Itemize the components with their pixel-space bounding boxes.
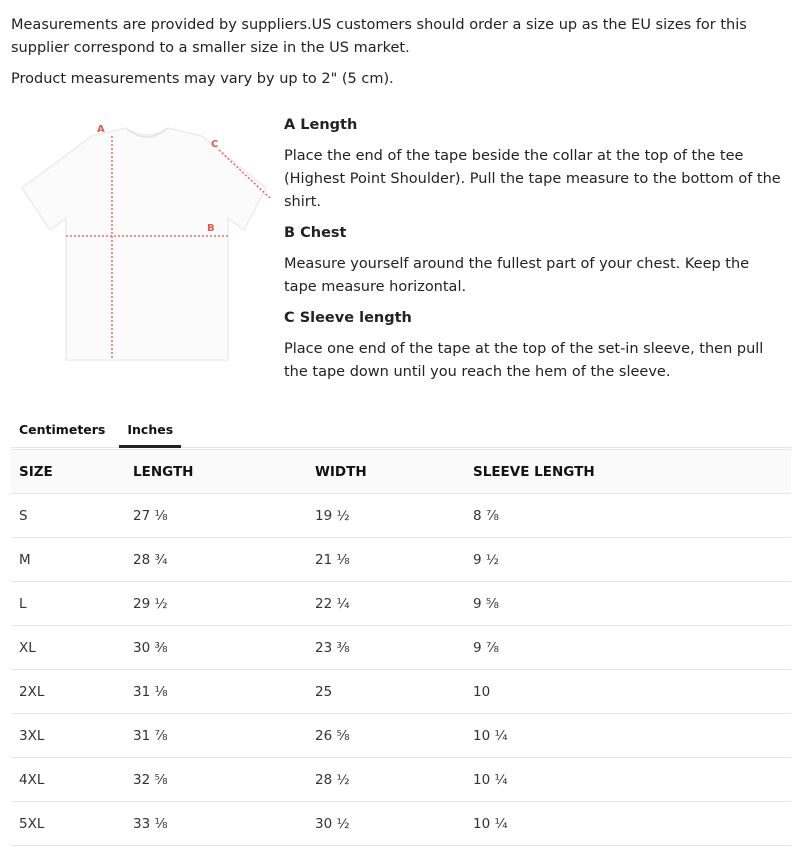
cell-size: 5XL bbox=[11, 802, 125, 846]
table-row bbox=[11, 626, 791, 670]
measure-sleeve-desc: Place one end of the tape at the top of the set-in sleeve, then pull the tape down until you reach the hem of the sleeve. bbox=[284, 341, 764, 380]
measure-sleeve-title: C Sleeve length bbox=[284, 310, 412, 326]
tshirt-measurement-diagram bbox=[14, 112, 280, 368]
intro-text bbox=[11, 14, 791, 99]
cell-size: S bbox=[11, 494, 125, 538]
cell-sleeve-length: 8 ⅞ bbox=[465, 494, 791, 538]
cell-length: 31 ⅛ bbox=[125, 670, 307, 714]
tab-centimeters[interactable]: Centimeters bbox=[19, 422, 106, 437]
cell-width: 19 ½ bbox=[307, 494, 465, 538]
label-c: C bbox=[211, 139, 219, 150]
table-row bbox=[11, 802, 791, 846]
cell-width: 23 ⅜ bbox=[307, 626, 465, 670]
table-row bbox=[11, 714, 791, 758]
cell-width: 25 bbox=[307, 670, 465, 714]
measure-length-desc: Place the end of the tape beside the collar at the top of the tee (Highest Point Shoulder). Pull the tape measure to the bottom of the shirt. bbox=[284, 148, 781, 210]
cell-width: 21 ⅛ bbox=[307, 538, 465, 582]
cell-length: 29 ½ bbox=[125, 582, 307, 626]
cell-sleeve-length: 10 ¼ bbox=[465, 714, 791, 758]
cell-width: 22 ¼ bbox=[307, 582, 465, 626]
tab-inches[interactable]: Inches bbox=[119, 414, 181, 448]
table-row bbox=[11, 582, 791, 626]
cell-width: 30 ½ bbox=[307, 802, 465, 846]
cell-length: 30 ⅜ bbox=[125, 626, 307, 670]
label-a: A bbox=[97, 124, 105, 135]
cell-size: 2XL bbox=[11, 670, 125, 714]
cell-length: 27 ⅛ bbox=[125, 494, 307, 538]
table-row bbox=[11, 758, 791, 802]
cell-length: 33 ⅛ bbox=[125, 802, 307, 846]
cell-width: 26 ⅝ bbox=[307, 714, 465, 758]
cell-sleeve-length: 10 ¼ bbox=[465, 802, 791, 846]
intro-variance-note: Product measurements may vary by up to 2" (5 cm). bbox=[11, 71, 394, 87]
cell-width: 28 ½ bbox=[307, 758, 465, 802]
header-size: SIZE bbox=[11, 450, 125, 494]
intro-supplier-note: Measurements are provided by suppliers.US customers should order a size up as the EU sizes for this supplier correspond to a smaller size in the US market. bbox=[11, 17, 747, 56]
cell-size: XL bbox=[11, 626, 125, 670]
measure-chest-title: B Chest bbox=[284, 225, 347, 241]
cell-sleeve-length: 10 bbox=[465, 670, 791, 714]
cell-sleeve-length: 10 ¼ bbox=[465, 758, 791, 802]
cell-size: M bbox=[11, 538, 125, 582]
measurement-instructions bbox=[284, 114, 784, 392]
tshirt-shape bbox=[22, 128, 266, 360]
size-chart-table bbox=[11, 449, 791, 846]
header-length: LENGTH bbox=[125, 450, 307, 494]
table-row bbox=[11, 538, 791, 582]
measure-length-title: A Length bbox=[284, 117, 358, 133]
table-row bbox=[11, 670, 791, 714]
header-width: WIDTH bbox=[307, 450, 465, 494]
cell-sleeve-length: 9 ⅞ bbox=[465, 626, 791, 670]
table-row bbox=[11, 494, 791, 538]
cell-length: 31 ⅞ bbox=[125, 714, 307, 758]
cell-size: 3XL bbox=[11, 714, 125, 758]
cell-sleeve-length: 9 ⅝ bbox=[465, 582, 791, 626]
cell-size: L bbox=[11, 582, 125, 626]
cell-size: 4XL bbox=[11, 758, 125, 802]
header-sleeve-length: SLEEVE LENGTH bbox=[465, 450, 791, 494]
unit-tabs bbox=[11, 414, 791, 448]
cell-length: 32 ⅝ bbox=[125, 758, 307, 802]
cell-length: 28 ¾ bbox=[125, 538, 307, 582]
label-b: B bbox=[207, 223, 215, 234]
table-header-row bbox=[11, 450, 791, 494]
measure-chest-desc: Measure yourself around the fullest part of your chest. Keep the tape measure horizontal. bbox=[284, 256, 750, 295]
cell-sleeve-length: 9 ½ bbox=[465, 538, 791, 582]
